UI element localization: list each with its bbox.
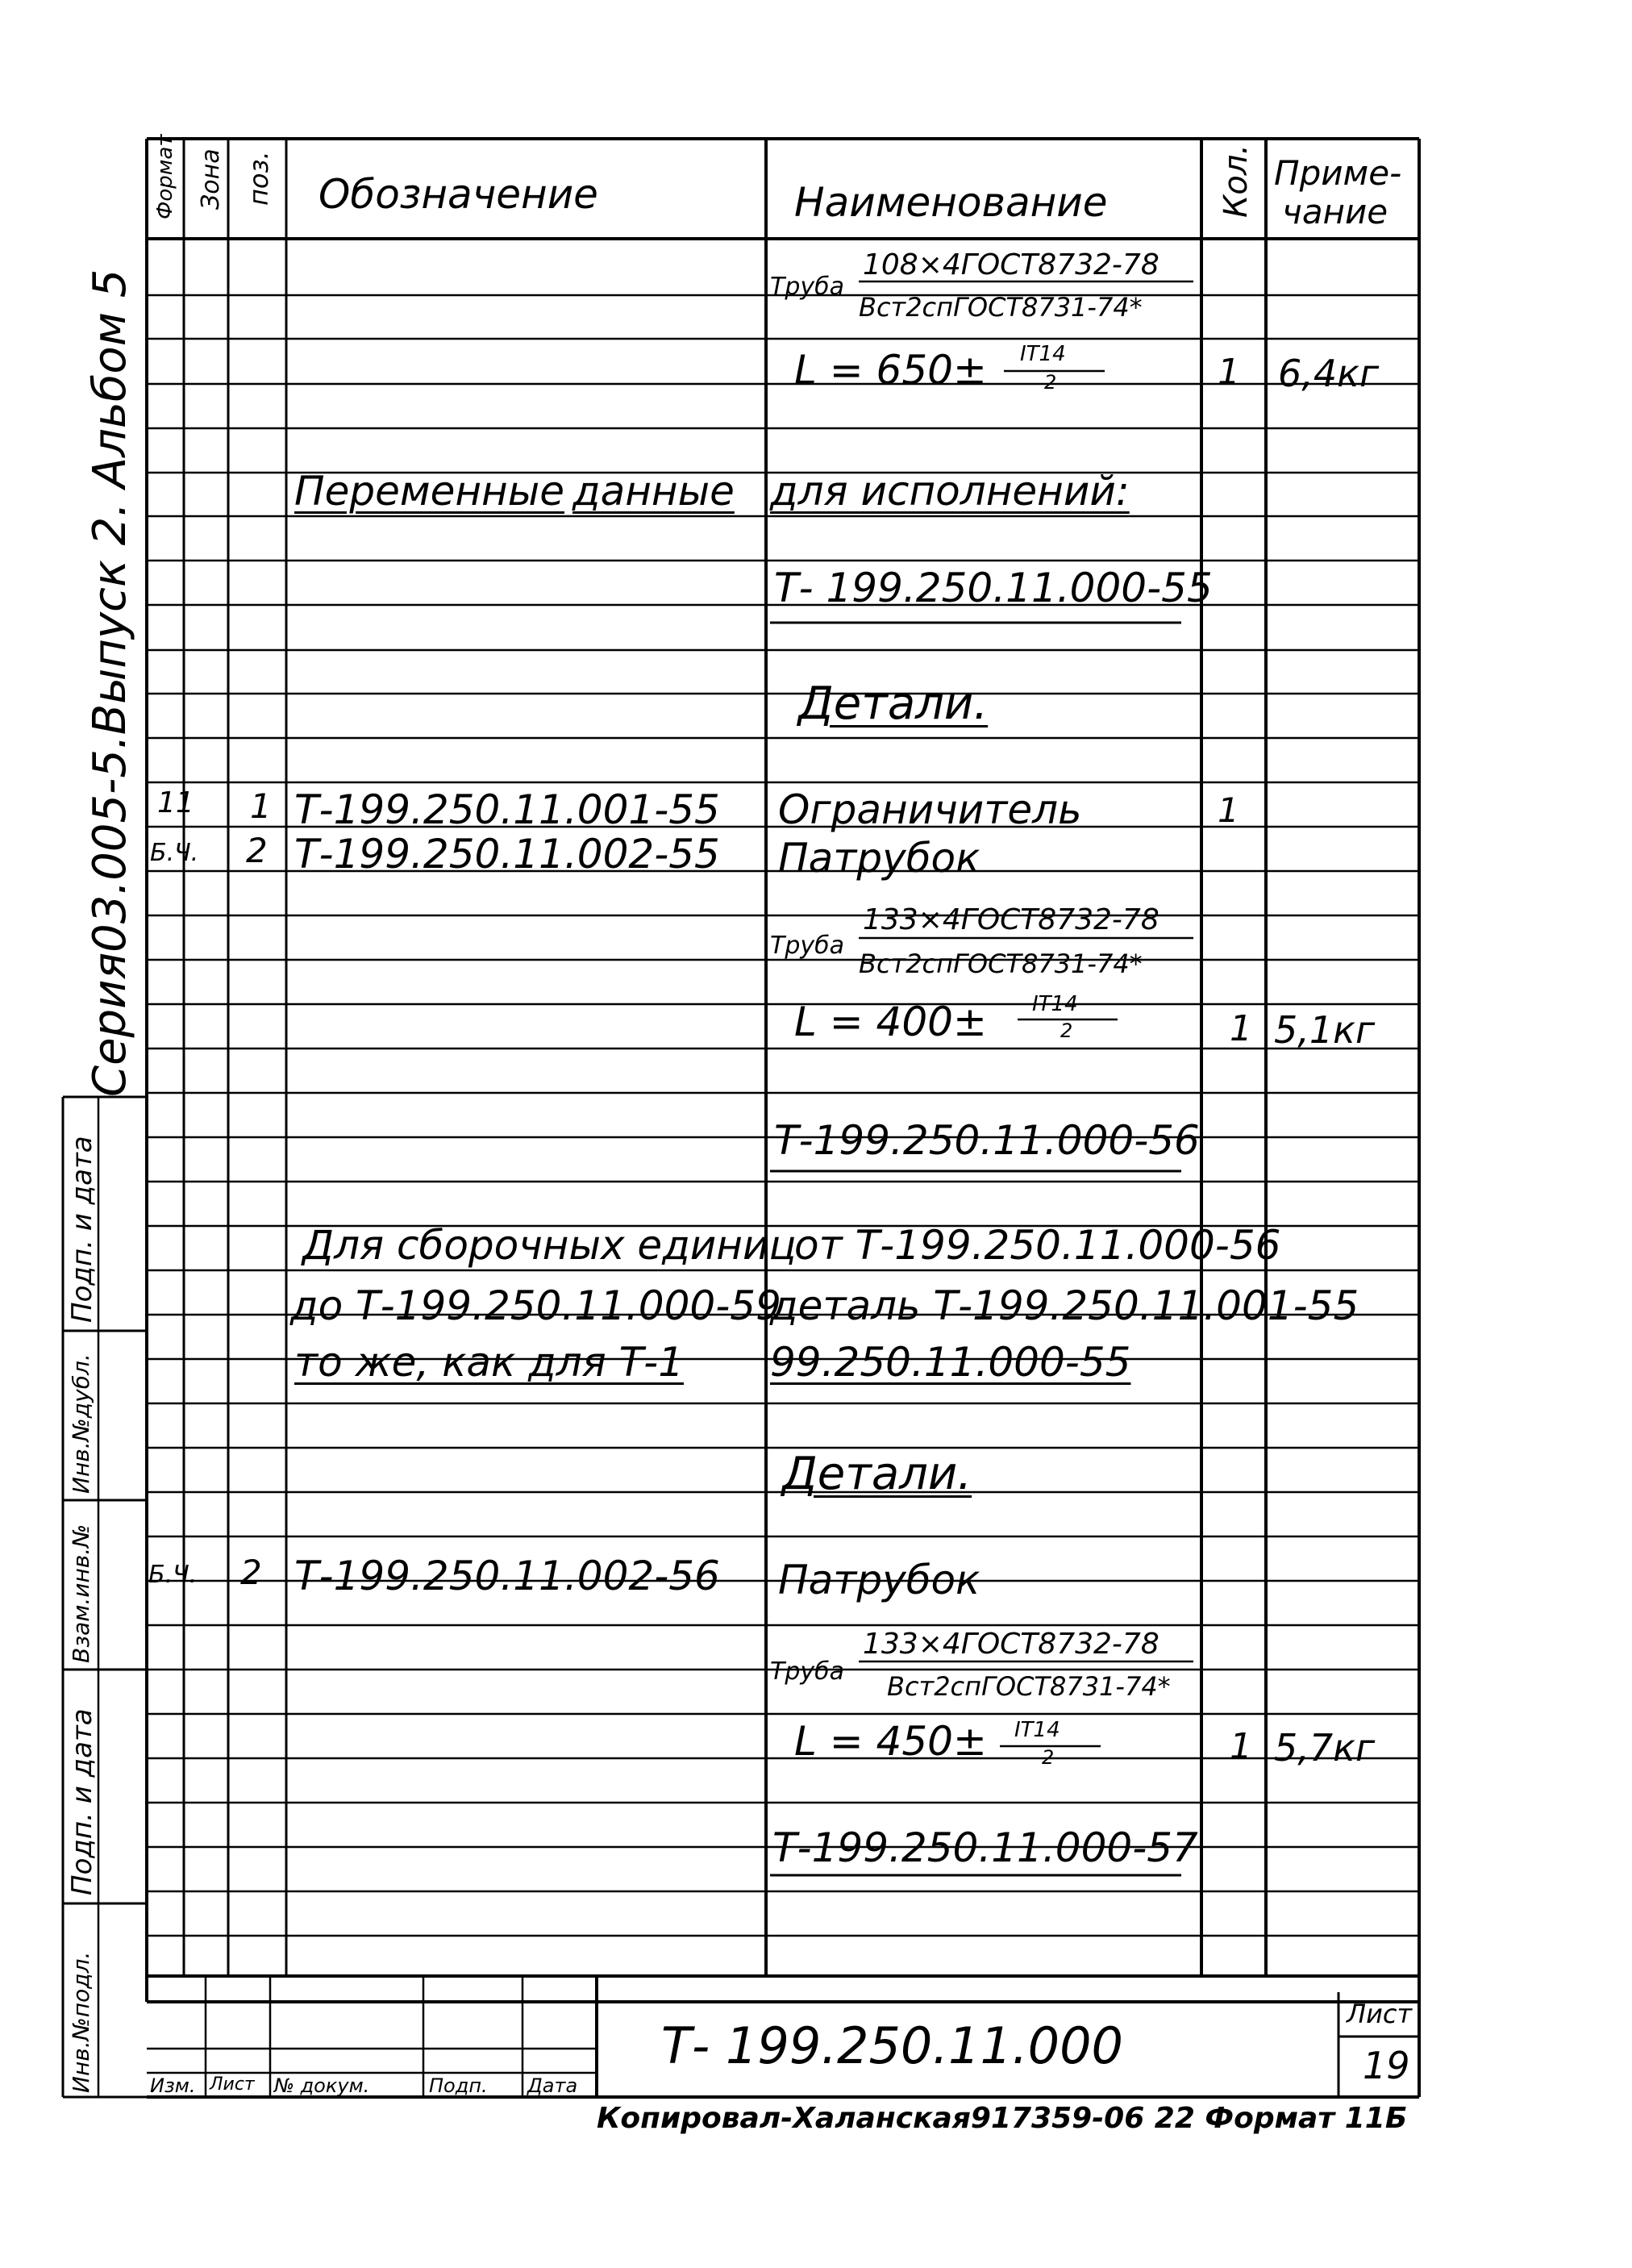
variable-data-b: данные <box>572 468 735 515</box>
code-55: Т- 199.250.11.000-55 <box>774 565 1213 611</box>
details-heading-2: Детали. <box>782 1448 972 1500</box>
len2-frac-top: IT14 <box>1032 992 1078 1016</box>
len1-qty: 1 <box>1218 352 1240 393</box>
header-note-line1: Приме- <box>1274 153 1402 193</box>
header-note-line2: чание <box>1282 192 1388 231</box>
pipe1-top: 108×4ГОСТ8732-78 <box>863 248 1159 281</box>
len1-frac-bottom: 2 <box>1044 371 1057 394</box>
stamp-inv-podl: Инв.№подл. <box>68 1951 94 2093</box>
r3-name: Патрубок <box>778 1557 980 1603</box>
variable-data-a: Переменные <box>294 468 564 515</box>
text-line2-a: до Т-199.250.11.000-59 <box>290 1282 781 1329</box>
header-name: Наименование <box>794 179 1108 226</box>
len2: L = 400± <box>794 999 987 1045</box>
stamp-vzam-inv: Взам.инв.№ <box>68 1524 94 1663</box>
r2-format: Б.Ч. <box>150 839 199 867</box>
tb-sheet-label: Лист <box>1347 1999 1413 2029</box>
len1-note: 6,4кг <box>1278 352 1380 395</box>
details-heading-1: Детали. <box>798 677 989 730</box>
len3: L = 450± <box>794 1718 987 1765</box>
len3-frac-top: IT14 <box>1014 1718 1060 1742</box>
len3-qty: 1 <box>1230 1726 1252 1767</box>
text-line1-a: Для сборочных единиц <box>302 1222 797 1269</box>
header-zone: Зона <box>197 148 225 210</box>
len2-frac-bottom: 2 <box>1060 1019 1073 1042</box>
pipe2-word: Труба <box>770 932 845 960</box>
r1-qty: 1 <box>1218 790 1239 830</box>
pipe2-bottom: Вст2спГОСТ8731-74* <box>859 948 1143 979</box>
len1: L = 650± <box>794 347 987 394</box>
r1-name: Ограничитель <box>778 786 1082 833</box>
r2-pos: 2 <box>246 831 268 870</box>
pipe2-top: 133×4ГОСТ8732-78 <box>863 903 1159 936</box>
code-57: Т-199.250.11.000-57 <box>772 1824 1198 1871</box>
pipe3-top: 133×4ГОСТ8732-78 <box>863 1628 1159 1661</box>
pipe3-word: Труба <box>770 1657 845 1686</box>
text-line3-a: то же, как для Т-1 <box>294 1339 685 1386</box>
spine-series-text: Серия03.005-5.Выпуск 2. Альбом 5 <box>84 269 136 1097</box>
header-qty: Кол. <box>1218 144 1255 218</box>
tb-data: Дата <box>527 2074 578 2097</box>
r2-name: Патрубок <box>778 835 980 882</box>
r2-designation: Т-199.250.11.002-55 <box>294 831 720 878</box>
pipe3-bottom: Вст2спГОСТ8731-74* <box>887 1671 1171 1702</box>
r3-format: Б.Ч. <box>148 1561 198 1589</box>
r1-format: 11 <box>157 786 194 819</box>
r3-designation: Т-199.250.11.002-56 <box>294 1553 720 1599</box>
text-line2-b: деталь Т-199.250.11.001-55 <box>770 1282 1359 1329</box>
len3-note: 5,7кг <box>1274 1726 1376 1770</box>
tb-podp: Подп. <box>429 2074 488 2097</box>
footer-copy-format: Копировал-Халанская917359-06 22 Формат 11Б <box>597 2102 1408 2135</box>
r3-pos: 2 <box>240 1553 262 1592</box>
variable-data-c: для исполнений: <box>770 468 1130 515</box>
header-pos: поз. <box>244 151 274 206</box>
pipe1-bottom: Вст2спГОСТ8731-74* <box>859 292 1143 323</box>
tb-ndoc: № докум. <box>274 2074 370 2097</box>
stamp-podp-data-2: Подп. и дата <box>66 1708 98 1895</box>
text-line3-b: 99.250.11.000-55 <box>770 1339 1131 1386</box>
tb-izm: Изм. <box>150 2074 196 2097</box>
tb-list: Лист <box>210 2074 255 2095</box>
len2-qty: 1 <box>1230 1008 1252 1049</box>
text-line1-b: от Т-199.250.11.000-56 <box>794 1222 1281 1269</box>
len3-frac-bottom: 2 <box>1042 1746 1055 1769</box>
r1-designation: Т-199.250.11.001-55 <box>294 786 720 833</box>
stamp-podp-data-1: Подп. и дата <box>66 1136 98 1323</box>
header-designation: Обозначение <box>318 171 598 218</box>
header-format: Формат <box>153 134 177 219</box>
stamp-inv-dubl: Инв.№дубл. <box>68 1353 94 1494</box>
code-56: Т-199.250.11.000-56 <box>774 1117 1200 1164</box>
len1-frac-top: IT14 <box>1020 342 1066 366</box>
tb-sheet-no: 19 <box>1363 2044 1410 2087</box>
tb-doc-code: Т- 199.250.11.000 <box>661 2016 1123 2075</box>
pipe1-word: Труба <box>770 273 845 301</box>
r1-pos: 1 <box>250 786 272 826</box>
len2-note: 5,1кг <box>1274 1008 1376 1052</box>
